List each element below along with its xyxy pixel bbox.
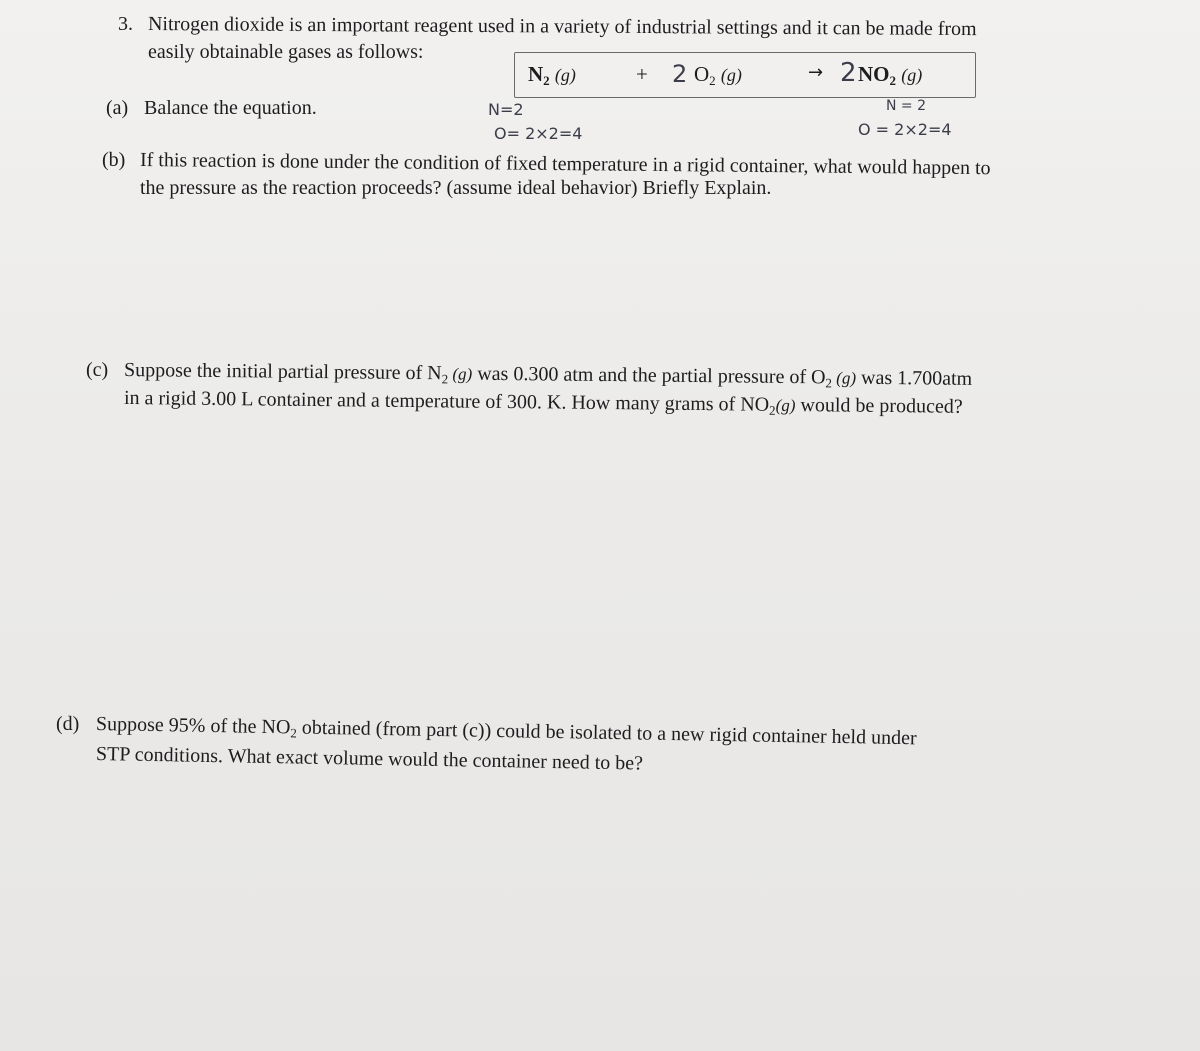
part-d-label: (d) (56, 713, 80, 735)
handwriting-right-n: N = 2 (886, 98, 927, 114)
no2-state: (g) (901, 65, 923, 85)
part-d-line1-text-a: Suppose 95% of the NO (95, 713, 291, 739)
n2-symbol: N (528, 62, 544, 86)
handwriting-right-o: O = 2×2=4 (858, 120, 952, 139)
question-number: 3. (118, 13, 133, 35)
part-c-line1-text-c: was 0.300 atm and the partial pressure of O (472, 362, 826, 389)
part-a-label: (a) (106, 97, 129, 119)
handwriting-left-n: N=2 (488, 100, 524, 119)
part-c-line2 (124, 386, 963, 420)
part-c-line2-text-c: would be produced? (795, 394, 963, 418)
part-c-line1-text-e: was 1.700atm (855, 366, 973, 390)
o2-state: (g) (720, 65, 742, 85)
part-c-o2-subscript: 2 (825, 375, 833, 391)
handwriting-left-o: O= 2×2=4 (494, 124, 583, 143)
equation-product-no2 (858, 62, 922, 87)
part-b-label: (b) (102, 149, 126, 171)
part-d-line1-text-b: obtained (from part (c)) could be isolated to a new rigid container held under (296, 716, 917, 750)
equation-plus: + (636, 62, 648, 86)
n2-state: (g) (554, 65, 576, 85)
reaction-arrow: → (808, 62, 824, 83)
part-c-o2-state: (g) (831, 368, 857, 388)
part-c-no2-state: (g) (775, 395, 796, 416)
handwritten-coefficient-o2: 2 (672, 60, 688, 88)
part-a-text: Balance the equation. (144, 97, 317, 119)
part-b-line1: If this reaction is done under the condition of fixed temperature in a rigid container, what would happen to (139, 149, 991, 180)
handwritten-coefficient-no2: 2 (840, 58, 857, 88)
o2-subscript: 2 (709, 73, 716, 88)
no2-subscript: 2 (889, 73, 896, 88)
part-c-n2-subscript: 2 (441, 371, 449, 387)
part-c-no2-subscript: 2 (769, 402, 776, 418)
part-b-line2: the pressure as the reaction proceeds? (assume ideal behavior) Briefly Explain. (140, 177, 772, 199)
part-c-line2-text-a: in a rigid 3.00 L container and a temperature of 300. K. How many grams of NO (123, 387, 770, 416)
part-c-label: (c) (86, 359, 109, 381)
equation-reactant-n2 (528, 62, 576, 87)
n2-subscript: 2 (543, 73, 550, 88)
no2-symbol: NO (858, 62, 890, 86)
part-d-no2-subscript: 2 (290, 725, 297, 741)
question-intro-line1: Nitrogen dioxide is an important reagent used in a variety of industrial settings and it can be made from (147, 13, 977, 41)
part-c-line1-text-a: Suppose the initial partial pressure of N (123, 359, 442, 385)
question-intro-line2: easily obtainable gases as follows: (148, 41, 424, 63)
o2-symbol: O (694, 62, 710, 86)
equation-reactant-o2 (694, 62, 742, 87)
part-d-line2: STP conditions. What exact volume would the container need to be? (95, 743, 644, 775)
part-c-n2-state: (g) (448, 364, 473, 384)
